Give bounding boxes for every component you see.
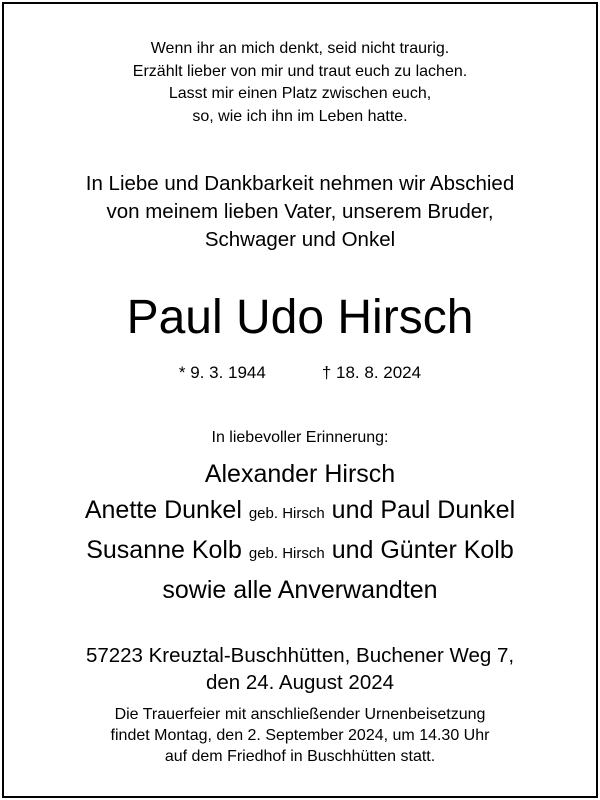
funeral-info bbox=[0, 704, 600, 767]
poem bbox=[0, 38, 600, 128]
mourner-name: Anette Dunkel bbox=[84, 496, 242, 524]
life-dates bbox=[0, 362, 600, 384]
mourner-line bbox=[0, 492, 600, 532]
mourner-name: und Paul Dunkel bbox=[331, 496, 516, 524]
mourner-line bbox=[0, 456, 600, 492]
memory-heading: In liebevoller Erinnerung: bbox=[211, 429, 389, 446]
address bbox=[0, 642, 600, 696]
funeral-line: auf dem Friedhof in Buschhütten statt. bbox=[164, 748, 436, 765]
mourner-name: Susanne Kolb bbox=[86, 536, 242, 564]
deceased-name: Paul Udo Hirsch bbox=[126, 291, 474, 344]
poem-line: Lasst mir einen Platz zwischen euch, bbox=[168, 85, 432, 102]
intro-text bbox=[0, 170, 600, 254]
mourner-name: Alexander Hirsch bbox=[204, 460, 396, 488]
mourners-list bbox=[0, 456, 600, 608]
intro-line: In Liebe und Dankbarkeit nehmen wir Abschied bbox=[85, 172, 515, 195]
poem-line: Wenn ihr an mich denkt, seid nicht traurig. bbox=[150, 40, 450, 57]
mourner-line bbox=[0, 532, 600, 572]
intro-line: Schwager und Onkel bbox=[204, 228, 396, 251]
intro-line: von meinem lieben Vater, unserem Bruder, bbox=[106, 200, 494, 223]
poem-line: Erzählt lieber von mir und traut euch zu lachen. bbox=[132, 62, 468, 80]
maiden-name: geb. Hirsch bbox=[248, 545, 325, 562]
death-date: † 18. 8. 2024 bbox=[321, 363, 422, 382]
mourner-name: sowie alle Anverwandten bbox=[162, 576, 438, 604]
mourner-name: und Günter Kolb bbox=[331, 536, 514, 564]
address-line: 57223 Kreuztal-Buschhütten, Buchener Weg 7, bbox=[85, 644, 515, 667]
poem-line: so, wie ich ihn im Leben hatte. bbox=[192, 107, 408, 125]
mourner-line bbox=[0, 572, 600, 608]
funeral-line: Die Trauerfeier mit anschließender Urnenbeisetzung bbox=[114, 706, 486, 723]
address-date: den 24. August 2024 bbox=[205, 671, 395, 694]
funeral-line: findet Montag, den 2. September 2024, um 14.30 Uhr bbox=[110, 727, 490, 744]
maiden-name: geb. Hirsch bbox=[248, 505, 325, 522]
birth-date: * 9. 3. 1944 bbox=[178, 363, 266, 382]
